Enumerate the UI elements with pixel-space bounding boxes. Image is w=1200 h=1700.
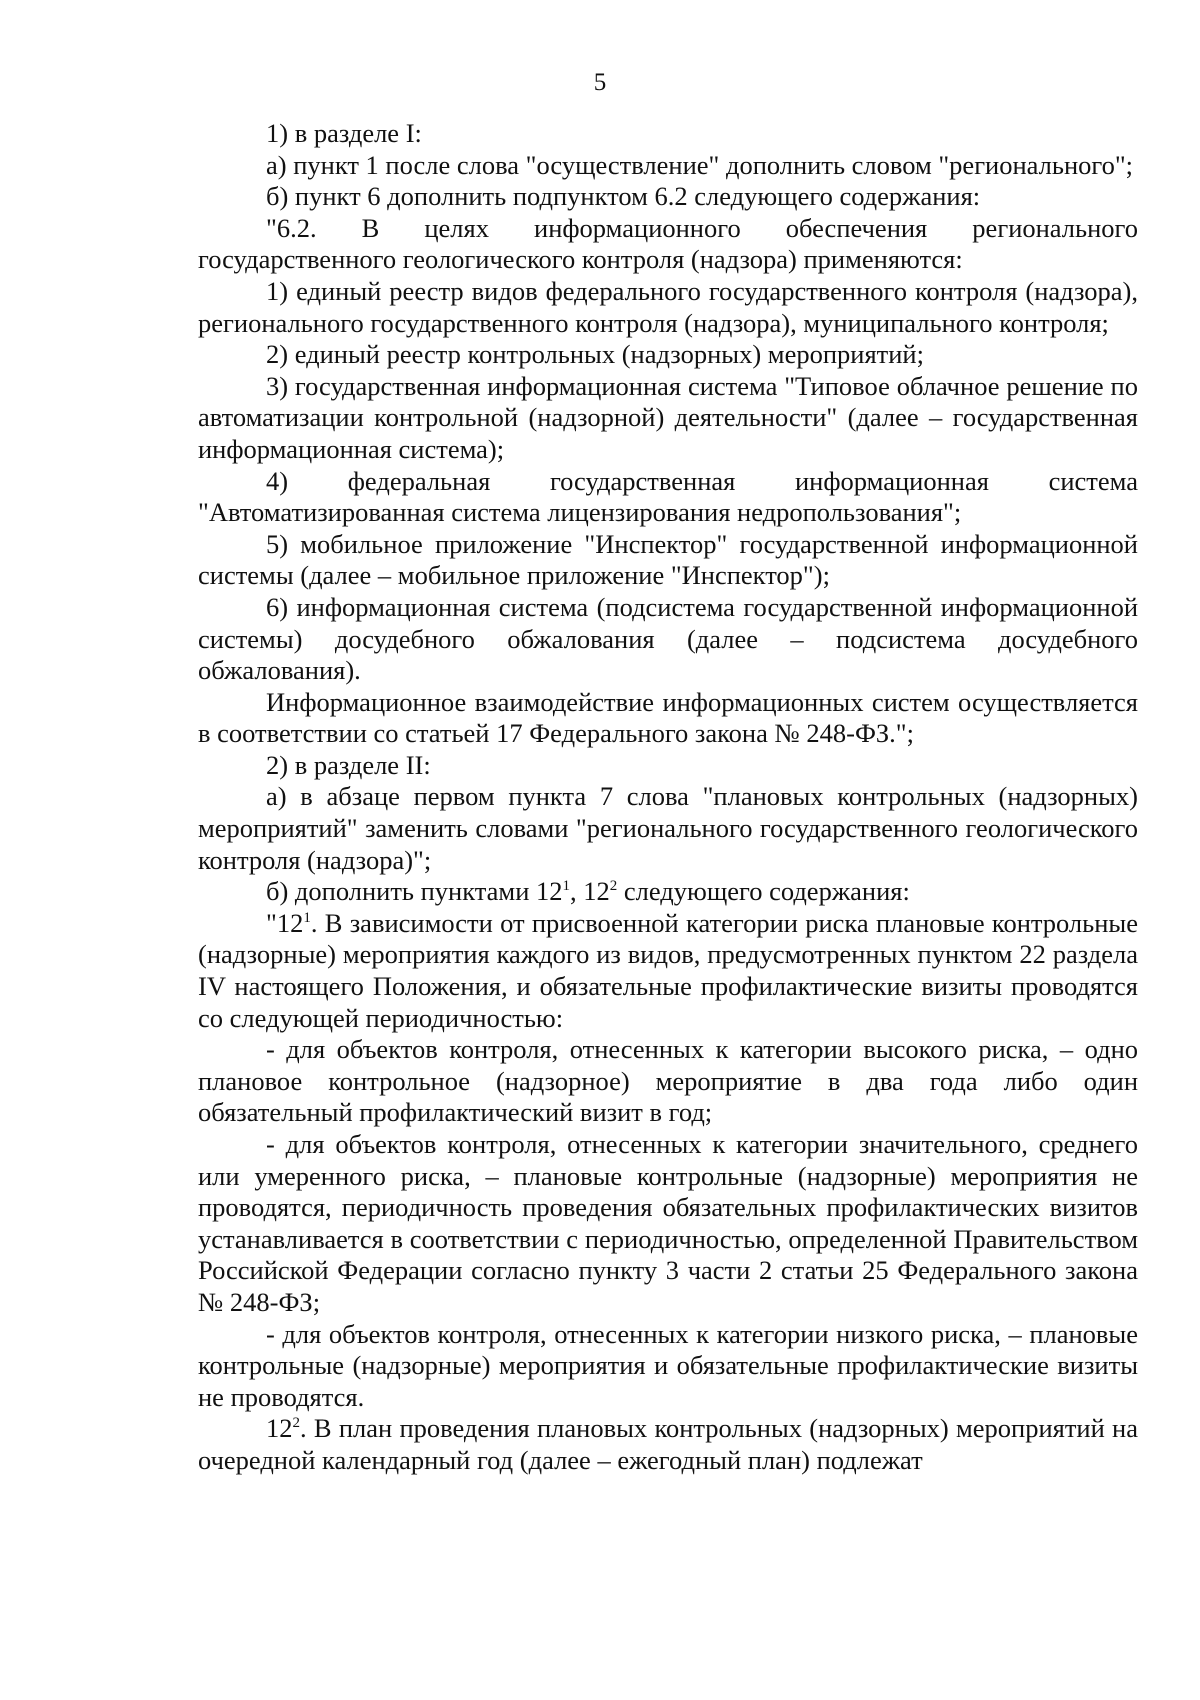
- text-fragment: следующего содержания:: [617, 876, 910, 907]
- paragraph-list-3: 3) государственная информационная система "Типовое облачное решение по автоматизации контрольной (надзорной) деятельности" (далее – государственная информационная система);: [198, 370, 1138, 464]
- superscript: 2: [292, 1415, 300, 1432]
- paragraph-info-interaction: Информационное взаимодействие информационных систем осуществляется в соответствии со статьей 17 Федерального закона № 248-ФЗ.";: [198, 686, 1138, 749]
- paragraph-section-2: 2) в разделе II:: [266, 749, 431, 780]
- text-fragment: . В план проведения плановых контрольных (надзорных) мероприятий на очередной календарный год (далее – ежегодный план) подлежат: [198, 1413, 1138, 1475]
- text-fragment: "12: [266, 907, 304, 938]
- text-fragment: . В зависимости от присвоенной категории риска плановые контрольные (надзорные) мероприятия каждого из видов, предусмотренных пунктом 22 раздела IV настоящего Положения, и обязательные профилактические визиты проводятся со следующей периодичностью:: [198, 907, 1138, 1033]
- paragraph-item-b: б) пункт 6 дополнить подпунктом 6.2 следующего содержания:: [266, 181, 981, 212]
- page-number: 5: [593, 69, 607, 96]
- paragraph-list-4: 4) федеральная государственная информационная система "Автоматизированная система лицензирования недропользования";: [198, 465, 1138, 528]
- superscript: 2: [609, 878, 618, 895]
- paragraph-list-5: 5) мобильное приложение "Инспектор" государственной информационной системы (далее – мобильное приложение "Инспектор");: [198, 528, 1138, 591]
- text-fragment: 12: [266, 1413, 293, 1444]
- paragraph-high-risk: - для объектов контроля, отнесенных к категории высокого риска, – одно плановое контрольное (надзорное) мероприятие в два года либо один обязательный профилактический визит в год;: [198, 1034, 1138, 1128]
- text-fragment: , 12: [570, 876, 610, 907]
- paragraph-item-a: а) пункт 1 после слова "осуществление" дополнить словом "регионального";: [266, 149, 1134, 180]
- paragraph-low-risk: - для объектов контроля, отнесенных к категории низкого риска, – плановые контрольные (надзорные) мероприятия и обязательные профилактические визиты не проводятся.: [198, 1318, 1138, 1412]
- paragraph-12-1: [198, 908, 1138, 1034]
- paragraph-section-1: 1) в разделе I:: [266, 118, 422, 148]
- paragraph-6-2: "6.2. В целях информационного обеспечения регионального государственного геологического контроля (надзора) применяются:: [198, 212, 1138, 275]
- document-body: [198, 118, 1138, 1477]
- paragraph-list-1: 1) единый реестр видов федерального государственного контроля (надзора), регионального государственного контроля (надзора), муниципального контроля;: [198, 275, 1138, 338]
- paragraph-12-2: [198, 1413, 1138, 1476]
- paragraph-medium-risk: - для объектов контроля, отнесенных к категории значительного, среднего или умеренного риска, – плановые контрольные (надзорные) мероприятия не проводятся, периодичность проведения обязательных профилактических визитов устанавливается в соответствии с периодичностью, определенной Правительством Российской Федерации согласно пункту 3 части 2 статьи 25 Федерального закона № 248-ФЗ;: [198, 1129, 1138, 1317]
- paragraph-section-2-item-a: а) в абзаце первом пункта 7 слова "плановых контрольных (надзорных) мероприятий" заменить словами "регионального государственного геологического контроля (надзора)";: [198, 781, 1138, 875]
- text-fragment: б) дополнить пунктами 12: [266, 876, 563, 907]
- paragraph-section-2-item-b: [198, 876, 1138, 908]
- paragraph-list-2: 2) единый реестр контрольных (надзорных) мероприятий;: [266, 339, 924, 370]
- paragraph-list-6: 6) информационная система (подсистема государственной информационной системы) досудебного обжалования (далее – подсистема досудебного обжалования).: [198, 591, 1138, 686]
- superscript: 1: [562, 878, 571, 895]
- superscript: 1: [303, 910, 311, 927]
